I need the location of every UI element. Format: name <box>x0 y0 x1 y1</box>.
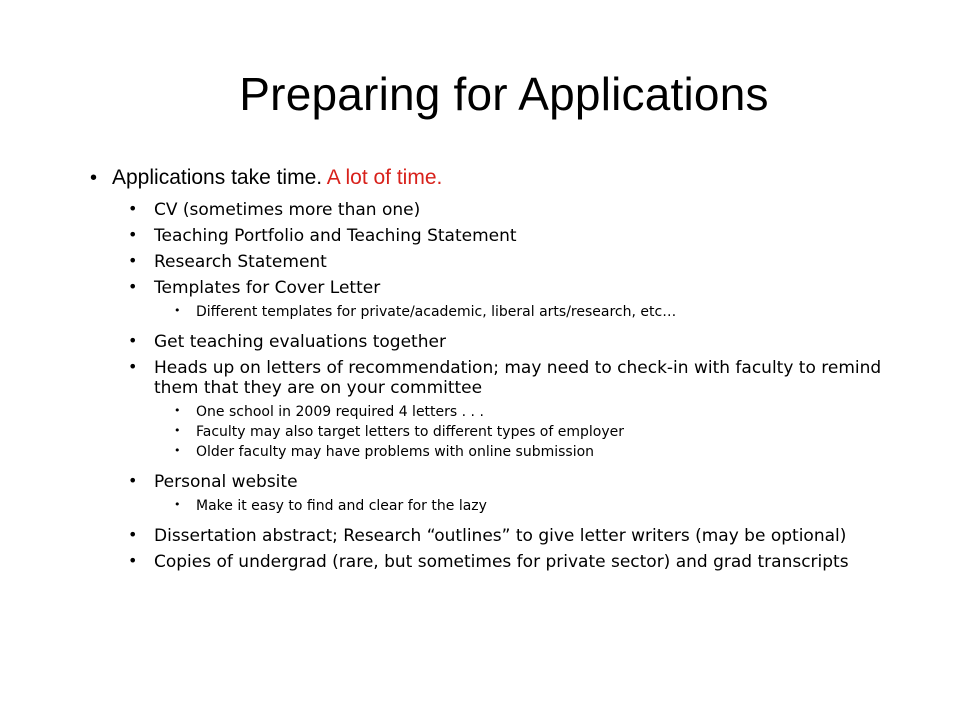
bullet-icon: • <box>174 424 181 437</box>
sub-list-item-text: One school in 2009 required 4 letters . . . <box>196 404 484 420</box>
list-item-text: Get teaching evaluations together <box>154 332 446 352</box>
bullet-icon: • <box>128 277 138 296</box>
sub-list-item <box>174 496 920 516</box>
list-item-text: CV (sometimes more than one) <box>154 200 421 220</box>
sub-list-item-text: Make it easy to find and clear for the lazy <box>196 498 487 514</box>
list-item <box>128 330 920 356</box>
main-bullet <box>90 160 920 196</box>
slide-body <box>90 160 920 576</box>
list-item <box>128 250 920 276</box>
sub-list-item <box>174 302 920 322</box>
list-item-text: Personal website <box>154 472 298 492</box>
sub-list-item <box>174 422 920 442</box>
bullet-icon: • <box>174 404 181 417</box>
list-item-text: Copies of undergrad (rare, but sometimes for private sector) and grad transcripts <box>154 552 849 572</box>
list-item-text: Research Statement <box>154 252 327 272</box>
list-item <box>128 470 920 496</box>
list-item-text: Teaching Portfolio and Teaching Statement <box>154 226 517 246</box>
bullet-icon: • <box>174 444 181 457</box>
list-item <box>128 198 920 224</box>
bullet-icon: • <box>128 331 138 350</box>
list-item <box>128 550 920 576</box>
bullet-icon: • <box>128 471 138 490</box>
main-bullet-highlight: A lot of time. <box>326 166 443 189</box>
list-item-text: Dissertation abstract; Research “outlines” to give letter writers (may be optional) <box>154 526 847 546</box>
bullet-icon: • <box>128 357 138 376</box>
list-item <box>128 276 920 302</box>
sub-list-item-text: Different templates for private/academic, liberal arts/research, etc… <box>196 304 677 320</box>
bullet-icon: • <box>128 551 138 570</box>
list-item-text: Templates for Cover Letter <box>154 278 381 298</box>
list-item <box>128 524 920 550</box>
bullet-icon: • <box>174 498 181 511</box>
bullet-icon: • <box>128 525 138 544</box>
bullet-icon: • <box>128 251 138 270</box>
sub-list-item-text: Older faculty may have problems with online submission <box>196 444 595 460</box>
list-item-text: Heads up on letters of recommendation; may need to check-in with faculty to remind them that they are on your committee <box>154 358 882 398</box>
slide-title: Preparing for Applications <box>239 68 769 120</box>
sub-list-item <box>174 442 920 462</box>
list-item <box>128 224 920 250</box>
sub-list-item <box>174 402 920 422</box>
bullet-icon: • <box>128 199 138 218</box>
bullet-icon: • <box>128 225 138 244</box>
main-bullet-text: Applications take time. <box>112 166 323 189</box>
bullet-icon: • <box>174 304 181 317</box>
sub-list-item-text: Faculty may also target letters to different types of employer <box>196 424 624 440</box>
bullet-icon: • <box>90 167 98 189</box>
list-item <box>128 356 920 402</box>
